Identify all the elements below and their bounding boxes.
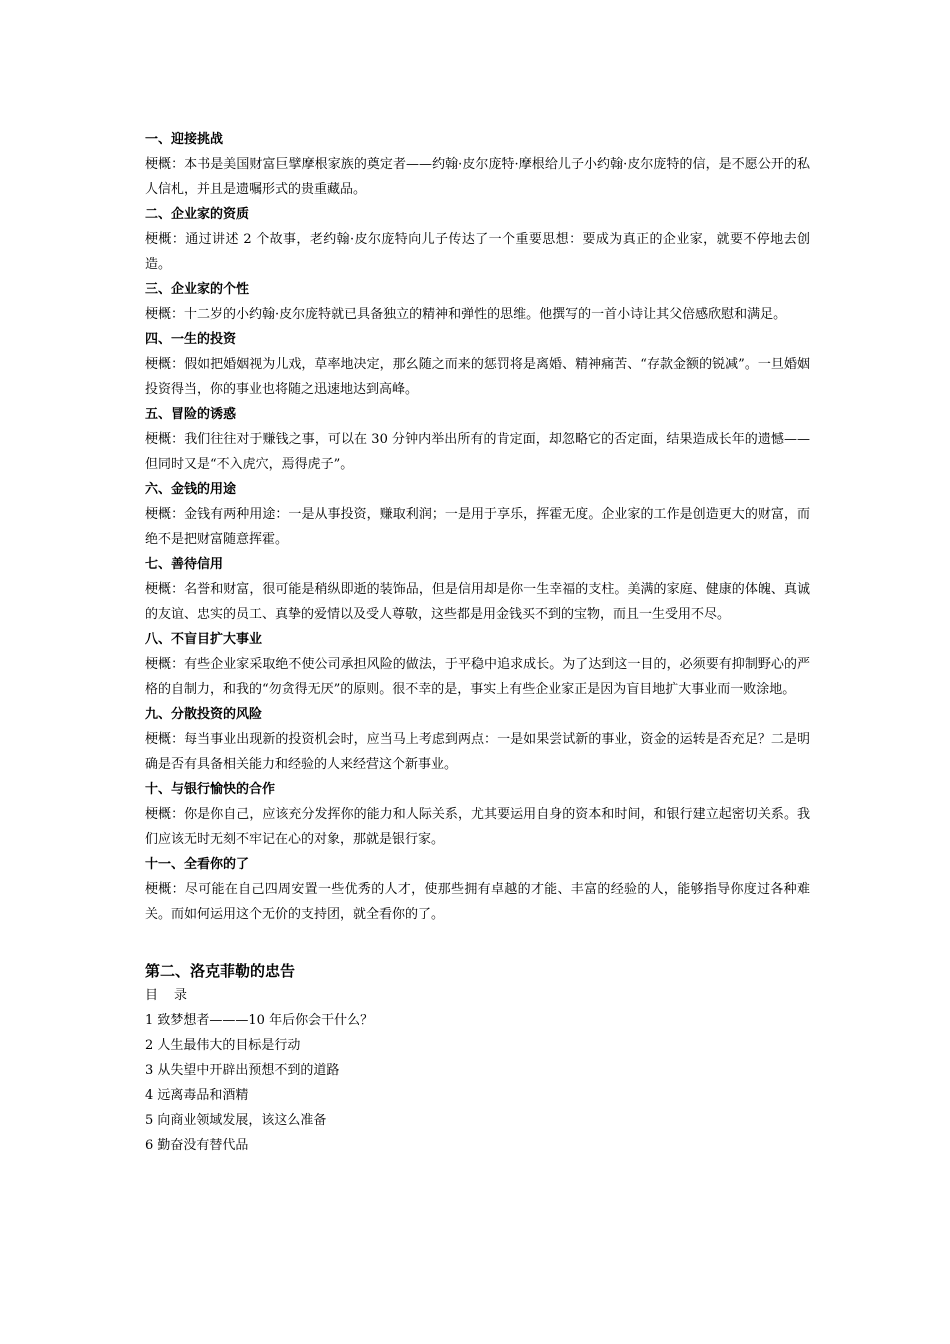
section-summary: 梗概：你是你自己，应该充分发挥你的能力和人际关系，尤其要运用自身的资本和时间，和银行建立起密切关系。我们应该无时无刻不牢记在心的对象，那就是银行家。: [145, 807, 810, 847]
toc-item: 3 从失望中开辟出预想不到的道路: [145, 1063, 340, 1078]
section-summary: 梗概：金钱有两种用途：一是从事投资，赚取利润；一是用于享乐，挥霍无度。企业家的工作是创造更大的财富，而绝不是把财富随意挥霍。: [145, 507, 810, 547]
section-9: [145, 702, 810, 777]
section-summary: 梗概：本书是美国财富巨擘摩根家族的奠定者——约翰·皮尔庞特·摩根给儿子小约翰·皮尔庞特的信，是不愿公开的私人信札，并且是遗嘱形式的贵重藏品。: [145, 157, 810, 197]
section-3: [145, 277, 810, 327]
chapter-title: 第二、洛克菲勒的忠告: [145, 962, 296, 980]
section-summary: 梗概：我们往往对于赚钱之事，可以在 30 分钟内举出所有的肯定面，却忽略它的否定面，结果造成长年的遗憾——但同时又是“不入虎穴，焉得虎子”。: [145, 432, 810, 472]
toc-item: 5 向商业领域发展，该这么准备: [145, 1113, 327, 1128]
section-6: [145, 477, 810, 552]
section-summary: 梗概：假如把婚姻视为儿戏，草率地决定，那幺随之而来的惩罚将是离婚、精神痛苦、“存款金额的锐减”。一旦婚姻投资得当，你的事业也将随之迅速地达到高峰。: [145, 357, 810, 397]
section-5: [145, 402, 810, 477]
section-1: [145, 127, 810, 202]
section-heading: 二、企业家的资质: [145, 207, 250, 222]
section-summary: 梗概：通过讲述 2 个故事，老约翰·皮尔庞特向儿子传达了一个重要思想：要成为真正的企业家，就要不停地去创造。: [145, 232, 810, 272]
section-heading: 五、冒险的诱惑: [145, 407, 237, 422]
section-summary: 梗概：有些企业家采取绝不使公司承担风险的做法，于平稳中追求成长。为了达到这一目的，必须要有抑制野心的严格的自制力，和我的“勿贪得无厌”的原则。很不幸的是，事实上有些企业家正是因为盲目地扩大事业而一败涂地。: [145, 657, 810, 697]
toc-item: 6 勤奋没有替代品: [145, 1138, 249, 1153]
section-heading: 三、企业家的个性: [145, 282, 250, 297]
section-summary: 梗概：名誉和财富，很可能是稍纵即逝的装饰品，但是信用却是你一生幸福的支柱。美满的家庭、健康的体魄、真诚的友谊、忠实的员工、真挚的爱情以及受人尊敬，这些都是用金钱买不到的宝物，而且一生受用不尽。: [145, 582, 810, 622]
toc-item: 1 致梦想者———10 年后你会干什么？: [145, 1013, 374, 1028]
toc-label: 目录: [145, 988, 204, 1003]
section-2: [145, 202, 810, 277]
chapter-summaries: [145, 127, 810, 927]
toc-item: 2 人生最伟大的目标是行动: [145, 1038, 301, 1053]
section-heading: 十一、全看你的了: [145, 857, 250, 872]
section-heading: 一、迎接挑战: [145, 132, 224, 147]
section-heading: 六、金钱的用途: [145, 482, 237, 497]
toc-item: 4 远离毒品和酒精: [145, 1088, 249, 1103]
section-8: [145, 627, 810, 702]
section-heading: 四、一生的投资: [145, 332, 237, 347]
section-heading: 八、不盲目扩大事业: [145, 632, 263, 647]
section-summary: 梗概：尽可能在自己四周安置一些优秀的人才，使那些拥有卓越的才能、丰富的经验的人，能够指导你度过各种难关。而如何运用这个无价的支持团，就全看你的了。: [145, 882, 810, 922]
section-heading: 七、善待信用: [145, 557, 224, 572]
section-4: [145, 327, 810, 402]
section-7: [145, 552, 810, 627]
section-heading: 九、分散投资的风险: [145, 707, 263, 722]
section-10: [145, 777, 810, 852]
section-heading: 十、与银行愉快的合作: [145, 782, 276, 797]
section-summary: 梗概：十二岁的小约翰·皮尔庞特就已具备独立的精神和弹性的思维。他撰写的一首小诗让其父倍感欣慰和满足。: [145, 307, 787, 322]
table-of-contents: [145, 1008, 810, 1158]
section-summary: 梗概：每当事业出现新的投资机会时，应当马上考虑到两点：一是如果尝试新的事业，资金的运转是否充足？二是明确是否有具备相关能力和经验的人来经营这个新事业。: [145, 732, 810, 772]
section-11: [145, 852, 810, 927]
document-page: [145, 127, 810, 1158]
